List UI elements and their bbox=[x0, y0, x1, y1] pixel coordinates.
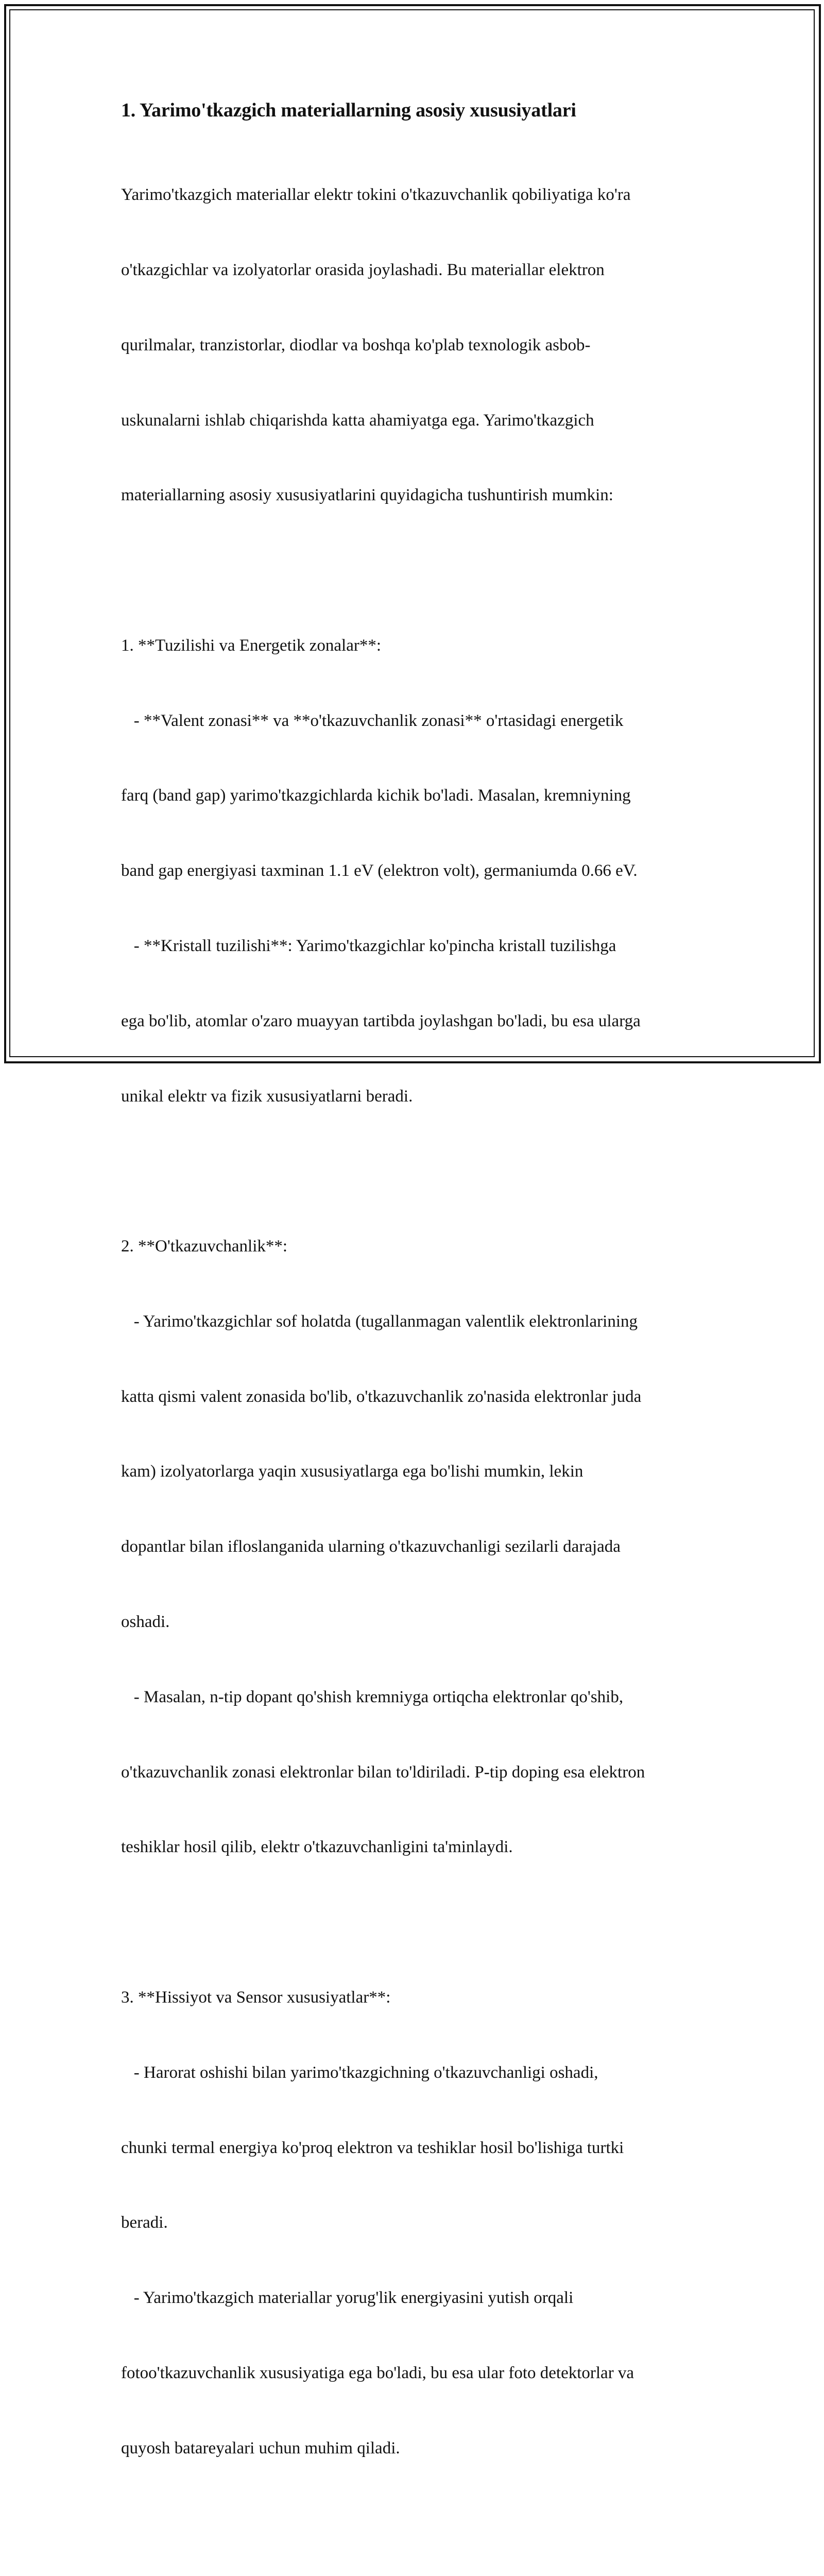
text-line: kam) izolyatorlarga yaqin xususiyatlarga ega bo'lishi mumkin, lekin bbox=[121, 1462, 583, 1481]
blank-line bbox=[121, 558, 708, 583]
text-line: uskunalarni ishlab chiqarishda katta ahamiyatga ega. Yarimo'tkazgich bbox=[121, 411, 594, 430]
text-line: fotoo'tkazuvchanlik xususiyatiga ega bo'ladi, bu esa ular foto detektorlar va bbox=[121, 2363, 634, 2382]
text-line: materiallarning asosiy xususiyatlarini quyidagicha tushuntirish mumkin: bbox=[121, 486, 613, 505]
text-line: - Yarimo'tkazgichlar sof holatda (tugallanmagan valentlik elektronlarining bbox=[121, 1312, 638, 1331]
text-line: oshadi. bbox=[121, 1613, 170, 1632]
text-line: unikal elektr va fizik xususiyatlarni beradi. bbox=[121, 1087, 413, 1106]
text-line: dopantlar bilan ifloslanganida ularning o'tkazuvchanligi sezilarli darajada bbox=[121, 1537, 621, 1556]
section-heading: 1. Yarimo'tkazgich materiallarning asosiy xususiyatlari bbox=[121, 99, 576, 121]
text-line: o'tkazgichlar va izolyatorlar orasida joylashadi. Bu materiallar elektron bbox=[121, 260, 605, 279]
text-line: o'tkazuvchanlik zonasi elektronlar bilan to'ldiriladi. P-tip doping esa elektron bbox=[121, 1762, 645, 1782]
text-line: teshiklar hosil qilib, elektr o'tkazuvchanligini ta'minlaydi. bbox=[121, 1838, 513, 1857]
text-line: - Yarimo'tkazgich materiallar yorug'lik energiyasini yutish orqali bbox=[121, 2289, 574, 2308]
text-line: beradi. bbox=[121, 2213, 168, 2232]
text-line: chunki termal energiya ko'proq elektron va teshiklar hosil bo'lishiga turtki bbox=[121, 2138, 624, 2157]
text-line: - **Valent zonasi** va **o'tkazuvchanlik zonasi** o'rtasidagi energetik bbox=[121, 711, 624, 730]
text-line: qurilmalar, tranzistorlar, diodlar va boshqa ko'plab texnologik asbob- bbox=[121, 335, 591, 354]
blank-line bbox=[121, 1159, 708, 1184]
text-line: - **Kristall tuzilishi**: Yarimo'tkazgichlar ko'pincha kristall tuzilishga bbox=[121, 937, 616, 955]
list-item-heading: 3. **Hissiyot va Sensor xususiyatlar**: bbox=[121, 1988, 391, 2007]
body-text bbox=[121, 132, 708, 2576]
text-line: ega bo'lib, atomlar o'zaro muayyan tartibda joylashgan bo'ladi, bu esa ularga bbox=[121, 1011, 641, 1030]
document-body bbox=[121, 95, 708, 2576]
blank-line bbox=[121, 1910, 708, 1935]
list-item-heading: 1. **Tuzilishi va Energetik zonalar**: bbox=[121, 636, 382, 655]
text-line: farq (band gap) yarimo'tkazgichlarda kichik bo'ladi. Masalan, kremniyning bbox=[121, 786, 631, 805]
text-line: - Masalan, n-tip dopant qo'shish kremniyga ortiqcha elektronlar qo'shib, bbox=[121, 1687, 624, 1706]
text-line: band gap energiyasi taxminan 1.1 eV (elektron volt), germaniumda 0.66 eV. bbox=[121, 861, 638, 880]
text-line: quyosh batareyalari uchun muhim qiladi. bbox=[121, 2438, 400, 2458]
text-line: Yarimo'tkazgich materiallar elektr tokini o'tkazuvchanlik qobiliyatiga ko'ra bbox=[121, 185, 631, 205]
text-line: - Harorat oshishi bilan yarimo'tkazgichning o'tkazuvchanligi oshadi, bbox=[121, 2063, 598, 2082]
text-line: katta qismi valent zonasida bo'lib, o'tkazuvchanlik zo'nasida elektronlar juda bbox=[121, 1387, 642, 1406]
blank-line bbox=[121, 2511, 708, 2536]
list-item-heading: 2. **O'tkazuvchanlik**: bbox=[121, 1237, 288, 1256]
